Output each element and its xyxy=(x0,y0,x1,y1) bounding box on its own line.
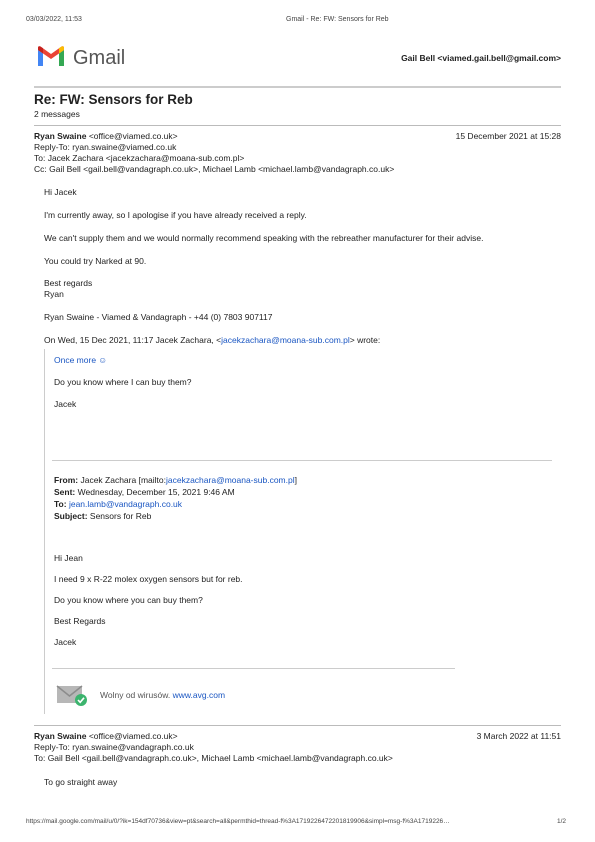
print-page-number: 1/2 xyxy=(557,818,567,825)
message1-divider xyxy=(34,125,561,126)
body-line: Ryan xyxy=(44,289,64,299)
gmail-wordmark: Gmail xyxy=(73,47,126,69)
thread-subject: Re: FW: Sensors for Reb xyxy=(34,92,193,107)
fw-subject xyxy=(54,511,151,522)
avg-line xyxy=(100,690,225,701)
message2-sender xyxy=(34,731,178,742)
fw-subject-value: Sensors for Reb xyxy=(89,511,152,521)
quote-intro xyxy=(44,335,380,346)
fw-body-line: Do you know where you can buy them? xyxy=(54,595,203,605)
print-url: https://mail.google.com/mail/u/0/?ik=154df70736&view=pt&search=all&permthid=thread-f%3A1719226472201819906&simpl=msg-f%3A1719226… xyxy=(26,818,450,825)
body-line: I'm currently away, so I apologise if you have already received a reply. xyxy=(44,210,307,220)
message2-reply-to: Reply-To: ryan.swaine@vandagraph.co.uk xyxy=(34,742,194,752)
gmail-logo[interactable] xyxy=(36,44,136,70)
fw-body-line: I need 9 x R-22 molex oxygen sensors but for reb. xyxy=(54,574,243,584)
avg-envelope-check-icon xyxy=(56,684,88,706)
body-line: To go straight away xyxy=(44,777,118,787)
header-divider xyxy=(34,86,561,88)
message2-divider xyxy=(34,725,561,726)
quote-intro-text: On Wed, 15 Dec 2021, 11:17 Jacek Zachara, < xyxy=(44,335,222,345)
avg-link[interactable]: www.avg.com xyxy=(172,690,226,700)
sender-email: <office@viamed.co.uk> xyxy=(88,131,178,141)
fw-from-end: ] xyxy=(294,475,297,485)
fw-sent-value: Wednesday, December 15, 2021 9:46 AM xyxy=(77,487,235,497)
print-datetime: 03/03/2022, 11:53 xyxy=(26,16,82,23)
fw-from-link[interactable]: jacekzachara@moana-sub.com.pl xyxy=(165,475,295,485)
message2-to: To: Gail Bell <gail.bell@vandagraph.co.uk>, Michael Lamb <michael.lamb@vandagraph.co.uk> xyxy=(34,753,393,763)
message-count: 2 messages xyxy=(34,109,80,119)
message1-sender xyxy=(34,131,178,142)
avg-text: Wolny od wirusów. xyxy=(100,690,171,700)
fw-to-link[interactable]: jean.lamb@vandagraph.co.uk xyxy=(68,499,183,509)
body-line: Best regards xyxy=(44,278,93,288)
message1-date: 15 December 2021 at 15:28 xyxy=(455,131,561,141)
forward-divider xyxy=(52,460,552,461)
body-line: Hi Jacek xyxy=(44,187,77,197)
fw-from xyxy=(54,475,297,486)
message2-date: 3 March 2022 at 11:51 xyxy=(476,731,561,741)
account-label: Gail Bell <viamed.gail.bell@gmail.com> xyxy=(401,53,561,63)
fw-sent xyxy=(54,487,235,498)
quote-intro-email-link[interactable]: jacekzachara@moana-sub.com.pl xyxy=(221,335,350,345)
fw-sent-label: Sent: xyxy=(54,487,76,497)
message1-to: To: Jacek Zachara <jacekzachara@moana-sub.com.pl> xyxy=(34,153,245,163)
quote-line: Do you know where I can buy them? xyxy=(54,377,192,387)
avg-divider xyxy=(52,668,455,669)
message1-cc: Cc: Gail Bell <gail.bell@vandagraph.co.uk>, Michael Lamb <michael.lamb@vandagraph.co.uk> xyxy=(34,164,395,174)
fw-to-label: To: xyxy=(54,499,67,509)
fw-from-label: From: xyxy=(54,475,79,485)
signature-line: Ryan Swaine - Viamed & Vandagraph - +44 (0) 7803 907117 xyxy=(44,312,273,322)
quote-line: Jacek xyxy=(54,399,77,409)
body-line: You could try Narked at 90. xyxy=(44,256,147,266)
gmail-envelope-icon xyxy=(36,44,66,68)
message1-reply-to: Reply-To: ryan.swaine@viamed.co.uk xyxy=(34,142,177,152)
fw-body-line: Best Regards xyxy=(54,616,106,626)
sender-name: Ryan Swaine xyxy=(34,131,87,141)
print-page-title: Gmail - Re: FW: Sensors for Reb xyxy=(286,16,389,23)
sender-name: Ryan Swaine xyxy=(34,731,87,741)
fw-body-line: Hi Jean xyxy=(54,553,83,563)
fw-subject-label: Subject: xyxy=(54,511,88,521)
fw-from-value: Jacek Zachara [mailto: xyxy=(80,475,166,485)
fw-body-line: Jacek xyxy=(54,637,77,647)
body-line: We can't supply them and we would normally recommend speaking with the rebreather manufacturer for their advise. xyxy=(44,233,484,243)
quote-once-more: Once more ☺ xyxy=(54,355,108,365)
quote-intro-text-end: > wrote: xyxy=(349,335,381,345)
fw-to xyxy=(54,499,182,510)
sender-email: <office@viamed.co.uk> xyxy=(88,731,178,741)
quote-bar xyxy=(44,349,45,714)
